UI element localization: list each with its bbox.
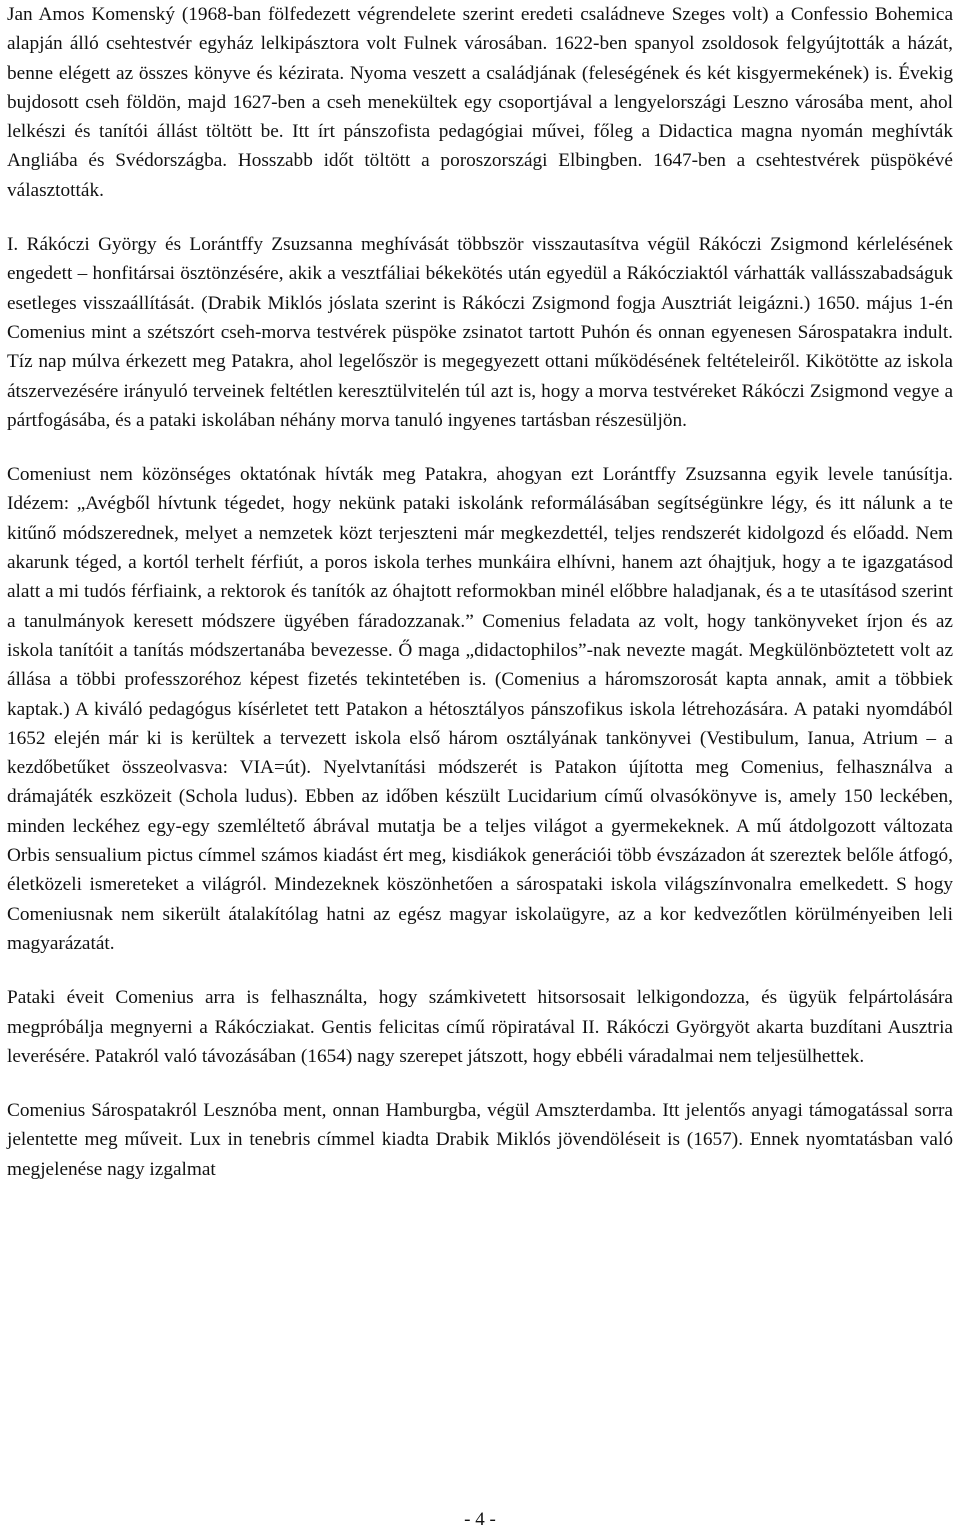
paragraph-later-life: Comenius Sárospatakról Lesznóba ment, onnan Hamburgba, végül Amszterdamba. Itt jelentős anyagi támogatással sorra jelentette meg műveit. Lux in tenebris címmel kiadta Drabik Miklós jövendöléseit is (1657). Ennek nyomtatásban való megjelenése nagy izgalmat [7,1100,953,1180]
document-page [7,0,953,1184]
paragraph-patak-years: Pataki éveit Comenius arra is felhasználta, hogy számkivetett hitsorsosait lelkigondozza, és ügyük felpártolására megpróbálja megnyerni a Rákócziakat. Gentis felicitas című röpiratával II. Rákóczi Györgyöt akarta buzdítani Ausztria leverésére. Patakról való távozásában (1654) nagy szerepet játszott, hogy ebbéli váradalmai nem teljesülhettek. [7,987,953,1067]
paragraph-patak-teaching: Comeniust nem közönséges oktatónak hívták meg Patakra, ahogyan ezt Lorántffy Zsuzsanna egyik levele tanúsítja. Idézem: „Avégből hívtunk tégedet, hogy nekünk pataki iskolánk reformálásában segítségünkre légy, és itt nálunk a te kitűnő módszerednek, melyet a nemzetek közt terjeszteni már megkezdettél, teljes rendszerét kidolgozd és előadd. Nem akarunk téged, a kortól terhelt férfiút, a poros iskola terhes munkáira elhívni, hanem azt óhajtjuk, hogy a te igazgatásod alatt a mi tudós férfiaink, a rektorok és tanítók az óhajtott reformokban minél előbbre haladjanak, és a te utasításod szerint a tanulmányok keresett módszere ügyében fáradozzanak.” Comenius feladata az volt, hogy tankönyveket írjon és az iskola tanítóit a tanítás módszertanába bevezesse. Ő maga „didactophilos”-nak nevezte magát. Megkülönböztetett volt az állása a többi professzoréhoz képest fizetés tekintetében is. (Comenius a háromszorosát kapta annak, amit a többiek kaptak.) A kiváló pedagógus kísérletet tett Patakon a hétosztályos pánszofikus iskola létrehozására. A pataki nyomdából 1652 elején már ki is kerültek a tervezett iskola első három osztályának tankönyvei (Vestibulum, Ianua, Atrium – a kezdőbetűket összeolvasva: VIA=út). Nyelvtanítási módszerét is Patakon újította meg Comenius, felhasználva a drámajáték eszközeit (Schola ludus). Ebben az időben készült Lucidarium című olvasókönyve is, amely 150 leckében, minden leckéhez egy-egy szemléltető ábrával mutatja be a teljes világot a gyermekeknek. A mű átdolgozott változata Orbis sensualium pictus címmel számos kiadást ért meg, kisdiákok generációi több évszázadon át szereztek belőle átfogó, életközeli ismereteket a világról. Mindezeknek köszönhetően a sárospataki iskola világszínvonalra emelkedett. S hogy Comeniusnak nem sikerült átalakítólag hatni az egész magyar iskolaügyre, az a kor kedvezőtlen körülményeiben leli magyarázatát. [7,464,953,954]
paragraph-rakoczi-invitation: I. Rákóczi György és Lorántffy Zsuzsanna meghívását többször visszautasítva végül Rákóczi Zsigmond kérlelésének engedett – honfitársai ösztönzésére, akik a vesztfáliai békekötés után egyedül a Rákócziaktól várhatták vallásszabadságuk esetleges visszaállítását. (Drabik Miklós jóslata szerint is Rákóczi Zsigmond fogja Ausztriát leigázni.) 1650. május 1-én Comenius mint a szétszórt cseh-morva testvérek püspöke zsinatot tartott Puhón és onnan egyenesen Sárospatakra indult. Tíz nap múlva érkezett meg Patakra, ahol legelőször is megegyezett ottani működésének feltételeiről. Kikötötte az iskola átszervezésére irányuló terveinek feltétlen keresztülvitelén túl azt is, hogy a morva testvéreket Rákóczi Zsigmond vegye a pártfogásába, és a pataki iskolában néhány morva tanuló ingyenes tartásban részesüljön. [7,234,953,431]
paragraph-spacer [7,205,953,230]
page-number: - 4 - [464,1509,496,1530]
paragraph-komensky-biography: Jan Amos Komenský (1968-ban fölfedezett végrendelete szerint eredeti családneve Szeges volt) a Confessio Bohemica alapján álló csehtestvér egyház lelkipásztora volt Fulnek városában. 1622-ben spanyol zsoldosok felgyújtották a házát, benne elégett az összes könyve és kézirata. Nyoma veszett a családjának (feleségének és két kisgyermekének) is. Évekig bujdosott cseh földön, majd 1627-ben a cseh menekültek egy csoportjával a lengyelországi Leszno városába ment, ahol lelkészi és tanítói állást töltött be. Itt írt pánszofista pedagógiai művei, főleg a Didactica magna nyomán meghívták Angliába és Svédországba. Hosszabb időt töltött a poroszországi Elbingben. 1647-ben a csehtestvérek püspökévé választották. [7,4,953,201]
paragraph-spacer [7,958,953,983]
paragraph-spacer [7,1071,953,1096]
paragraph-spacer [7,435,953,460]
